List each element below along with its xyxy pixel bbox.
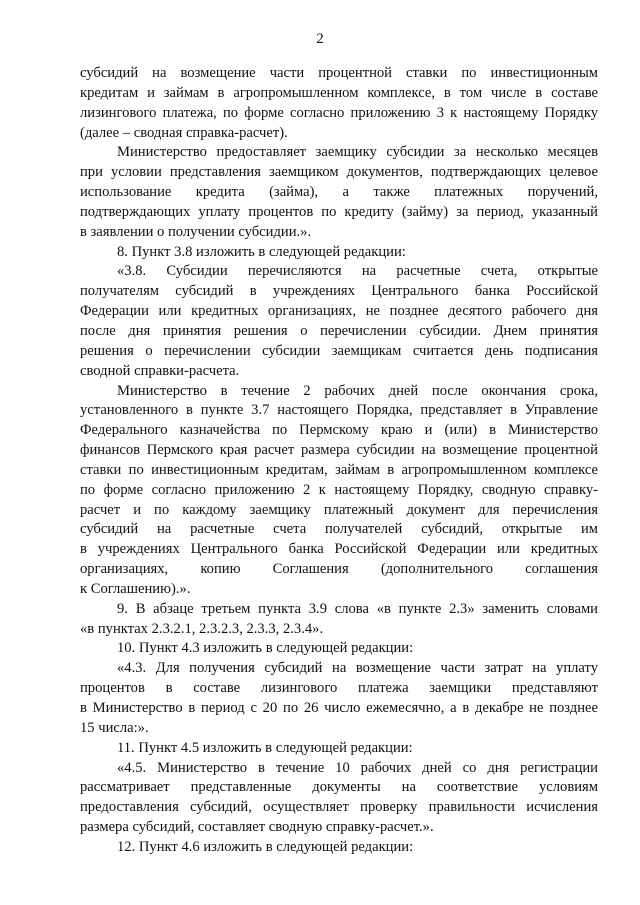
text-line: «в пунктах 2.3.2.1, 2.3.2.3, 2.3.3, 2.3.4».	[80, 620, 324, 637]
text-line: «3.8. Субсидии перечисляются на расчетные счета, открытые	[117, 263, 598, 280]
text-line: процентов в составе лизингового платежа заемщики представляют	[80, 680, 598, 697]
document-body	[80, 64, 598, 858]
page-number: 2	[316, 31, 324, 47]
text-line: субсидий на расчетные счета получателей субсидий, открытые им	[80, 521, 598, 538]
paragraph	[80, 243, 598, 263]
text-line: кредитам и займам в агропромышленном комплексе, в том числе в составе	[80, 84, 598, 101]
paragraph	[80, 64, 598, 143]
text-line: Министерство в течение 2 рабочих дней после окончания срока,	[117, 382, 598, 399]
paragraph	[80, 759, 598, 838]
text-line: Федерального казначейства по Пермскому краю и (или) в Министерство	[80, 422, 598, 439]
text-line: предоставления субсидий, осуществляет проверку правильности исчисления	[80, 799, 598, 816]
text-line: ставки по инвестиционным кредитам, займам в агропромышленном комплексе	[80, 461, 598, 478]
text-line: Министерство предоставляет заемщику субсидии за несколько месяцев	[117, 144, 598, 161]
text-line: «4.3. Для получения субсидий на возмещение части затрат на уплату	[117, 660, 598, 677]
text-line: установленного в пункте 3.7 настоящего Порядка, представляет в Управление	[80, 402, 598, 419]
text-line: субсидий на возмещение части процентной ставки по инвестиционным	[80, 65, 598, 81]
paragraph	[80, 639, 598, 659]
paragraph	[80, 659, 598, 738]
text-line: расчет и по каждому заемщику платежный документ для перечисления	[80, 501, 598, 518]
text-line: (далее – сводная справка-расчет).	[80, 124, 288, 141]
text-line: в Министерство в период с 20 по 26 число ежемесячно, а в декабре не позднее	[80, 700, 598, 716]
text-line: при условии представления заемщиком документов, подтверждающих целевое	[80, 164, 598, 181]
paragraph	[80, 838, 598, 858]
text-line: «4.5. Министерство в течение 10 рабочих дней со дня регистрации	[117, 759, 598, 776]
text-line: 15 числа:».	[80, 719, 149, 736]
text-line: организациях, копию Соглашения (дополнительного соглашения	[80, 561, 598, 578]
paragraph	[80, 600, 598, 640]
text-line: подтверждающих уплату процентов по кредиту (займу) за период, указанный	[80, 203, 598, 220]
text-line: финансов Пермского края расчет размера субсидии на возмещение процентной	[80, 442, 598, 459]
text-line: 9. В абзаце третьем пункта 3.9 слова «в пункте 2.3» заменить словами	[117, 600, 598, 617]
text-line: лизингового платежа, по форме согласно приложению 3 к настоящему Порядку	[80, 104, 598, 121]
paragraph	[80, 143, 598, 242]
text-line: 12. Пункт 4.6 изложить в следующей редакции:	[117, 838, 414, 855]
text-line: в заявлении о получении субсидии.».	[80, 223, 312, 240]
text-line: 8. Пункт 3.8 изложить в следующей редакции:	[117, 243, 406, 260]
paragraph	[80, 739, 598, 759]
text-line: 10. Пункт 4.3 изложить в следующей редакции:	[117, 640, 414, 657]
text-line: использование кредита (займа), а также платежных поручений,	[80, 184, 598, 201]
text-line: размера субсидий, составляет сводную справку-расчет.».	[80, 819, 434, 836]
text-line: 11. Пункт 4.5 изложить в следующей редакции:	[117, 739, 413, 756]
text-line: получателям субсидий в учреждениях Центрального банка Российской	[80, 283, 598, 300]
text-line: к Соглашению).».	[80, 580, 191, 597]
text-line: решения о перечислении субсидии заемщикам считается день подписания	[80, 342, 598, 359]
paragraph	[80, 382, 598, 600]
text-line: Федерации или кредитных организациях, не позднее десятого рабочего дня	[80, 303, 598, 320]
text-line: в учреждениях Центрального банка Российской Федерации или кредитных	[80, 541, 598, 558]
text-line: после дня принятия решения о перечислении субсидии. Днем принятия	[80, 322, 598, 339]
text-line: по форме согласно приложению 2 к настоящему Порядку, сводную справку-	[80, 481, 598, 498]
text-line: сводной справки-расчета.	[80, 362, 240, 379]
text-line: рассматривает представленные документы на соответствие условиям	[80, 779, 598, 796]
paragraph	[80, 262, 598, 381]
